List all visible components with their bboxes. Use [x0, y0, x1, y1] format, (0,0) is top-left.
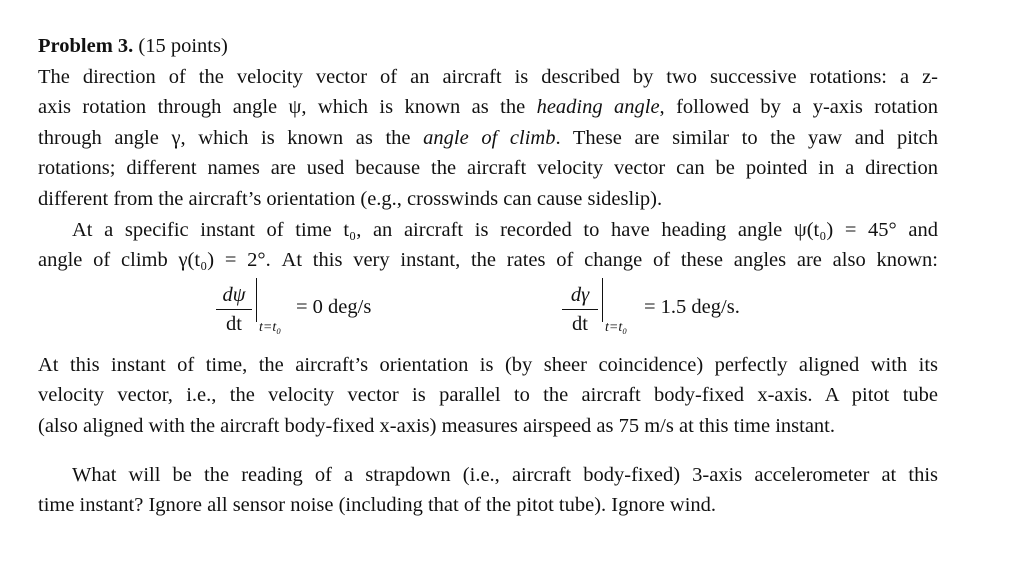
- climb-rate-value: = 1.5 deg/s.: [644, 295, 740, 318]
- problem-title: Problem 3.: [38, 35, 134, 57]
- question-line1: What will be the reading of a strapdown (i.e., aircraft body-fixed) 3-axis accelerometer at this: [72, 463, 938, 486]
- climb-rate-fraction: [562, 282, 598, 337]
- para1-line3-a: through angle γ, which is known as the: [38, 126, 424, 149]
- heading-rate-value: = 0 deg/s: [296, 295, 372, 318]
- para1-line2-a: axis rotation through angle ψ, which is known as the: [38, 96, 537, 119]
- problem-points: (15 points): [138, 35, 228, 57]
- problem-heading: [38, 31, 938, 62]
- para1-line5: different from the aircraft’s orientation (e.g., crosswinds can cause sideslip).: [38, 187, 663, 210]
- heading-rate-fraction: [216, 282, 252, 337]
- para2-line1: At a specific instant of time t₀, an aircraft is recorded to have heading angle ψ(t₀) = 45° and: [72, 218, 938, 241]
- fraction-bar: [562, 309, 598, 310]
- climb-rate-numerator: dγ: [570, 283, 590, 306]
- heading-rate-evaluation: t=t₀: [259, 319, 282, 335]
- para3-line3: (also aligned with the aircraft body-fixed x-axis) measures airspeed as 75 m/s at this time instant.: [38, 414, 835, 437]
- heading-rate-equation: [216, 276, 456, 350]
- question-line2: time instant? Ignore all sensor noise (including that of the pitot tube). Ignore wind.: [38, 494, 717, 517]
- climb-rate-denominator: dt: [572, 313, 588, 336]
- para1-line2-c: , followed by a y-axis rotation: [659, 96, 938, 119]
- heading-rate-numerator: dψ: [222, 283, 246, 306]
- para3-line1: At this instant of time, the aircraft’s orientation is (by sheer coincidence) perfectly aligned with its: [38, 353, 938, 376]
- para1-line3: [38, 123, 938, 154]
- para1-line1: The direction of the velocity vector of an aircraft is described by two successive rotations: a z-: [38, 65, 938, 88]
- climb-rate-evaluation: t=t₀: [605, 319, 628, 335]
- fraction-bar: [216, 309, 252, 310]
- para1-line3-c: . These are similar to the yaw and pitch: [555, 126, 938, 149]
- para1-line2: [38, 92, 938, 123]
- climb-rate-equation: [562, 276, 822, 350]
- problem-document: [38, 31, 938, 521]
- para3-line2: velocity vector, i.e., the velocity vector is parallel to the aircraft body-fixed x-axis. A pitot tube: [38, 384, 938, 407]
- heading-angle-term: heading angle: [536, 96, 660, 119]
- heading-rate-denominator: dt: [226, 313, 242, 336]
- para1-line4: rotations; different names are used because the aircraft velocity vector can be pointed in a direction: [38, 157, 938, 180]
- evaluation-bar: [602, 278, 603, 322]
- angle-of-climb-term: angle of climb: [423, 126, 556, 149]
- para2-line2: angle of climb γ(t₀) = 2°. At this very instant, the rates of change of these angles are also known:: [38, 249, 938, 272]
- evaluation-bar: [256, 278, 257, 322]
- paragraph-gap: [38, 442, 938, 460]
- rate-equations: [38, 276, 938, 350]
